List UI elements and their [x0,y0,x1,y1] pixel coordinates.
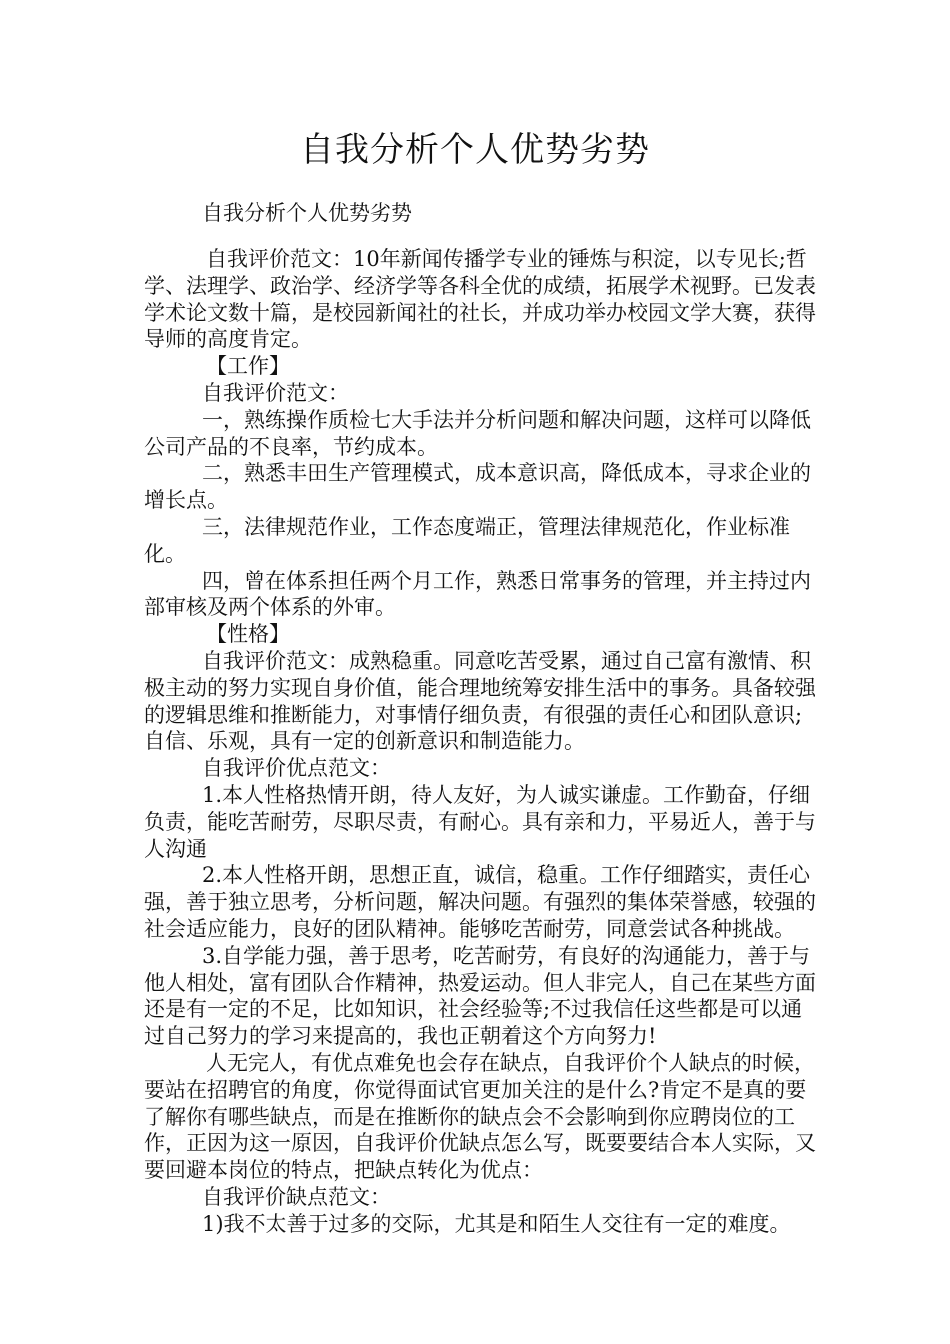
paragraph: 自我评价范文： [202,380,349,405]
paragraph: 四，曾在体系担任两个月工作，熟悉日常事务的管理，并主持过内部审核及两个体系的外审。 [144,568,811,620]
paragraph: 自我评价缺点范文： [202,1184,391,1209]
section-heading-work: 【工作】 [206,354,290,379]
paragraph: 人无完人，有优点难免也会存在缺点，自我评价个人缺点的时候，要站在招聘官的角度，你觉得面试官更加关注的是什么?肯定不是真的要了解你有哪些缺点，而是在推断你的缺点会不会影响到你应聘岗位的工作，正因为这一原因，自我评价优缺点怎么写，既要要结合本人实际，又要回避本岗位的特点，把缺点转化为优点： [144,1050,816,1183]
paragraph: 3.自学能力强，善于思考，吃苦耐劳，有良好的沟通能力，善于与他人相处，富有团队合作精神，热爱运动。但人非完人，自己在某些方面还是有一定的不足，比如知识，社会经验等;不过我信任这些都是可以通过自己努力的学习来提高的，我也正朝着这个方向努力! [144,943,816,1049]
paragraph: 二，熟悉丰田生产管理模式，成本意识高，降低成本，寻求企业的增长点。 [144,461,811,513]
paragraph: 自我评价范文：成熟稳重。同意吃苦受累，通过自己富有激情、积极主动的努力实现自身价值，能合理地统筹安排生活中的事务。具备较强的逻辑思维和推断能力，对事情仔细负责，有很强的责任心和团队意识;自信、乐观，具有一定的创新意识和制造能力。 [144,648,816,754]
paragraph: 自我评价优点范文： [202,756,391,781]
paragraph: 1)我不太善于过多的交际，尤其是和陌生人交往有一定的难度。 [202,1211,791,1236]
document-body [144,246,820,1237]
paragraph: 一，熟练操作质检七大手法并分析问题和解决问题，这样可以降低公司产品的不良率，节约成本。 [144,407,811,459]
document-subtitle: 自我分析个人优势劣势 [202,201,412,225]
section-heading-personality: 【性格】 [206,622,290,647]
paragraph: 三，法律规范作业，工作态度端正，管理法律规范化，作业标准化。 [144,514,790,566]
paragraph: 自我评价范文：10年新闻传播学专业的锤炼与积淀，以专见长;哲学、法理学、政治学、经济学等各科全优的成绩，拓展学术视野。已发表学术论文数十篇，是校园新闻社的社长，并成功举办校园文学大赛，获得导师的高度肯定。 [144,247,816,352]
paragraph: 1.本人性格热情开朗，待人友好，为人诚实谦虚。工作勤奋，仔细负责，能吃苦耐劳，尽职尽责，有耐心。具有亲和力，平易近人，善于与人沟通 [144,782,816,861]
paragraph: 2.本人性格开朗，思想正直，诚信，稳重。工作仔细踏实，责任心强，善于独立思考，分析问题，解决问题。有强烈的集体荣誉感，较强的社会适应能力，良好的团队精神。能够吃苦耐劳，同意尝试各种挑战。 [144,863,816,941]
document-title: 自我分析个人优势劣势 [300,130,650,170]
